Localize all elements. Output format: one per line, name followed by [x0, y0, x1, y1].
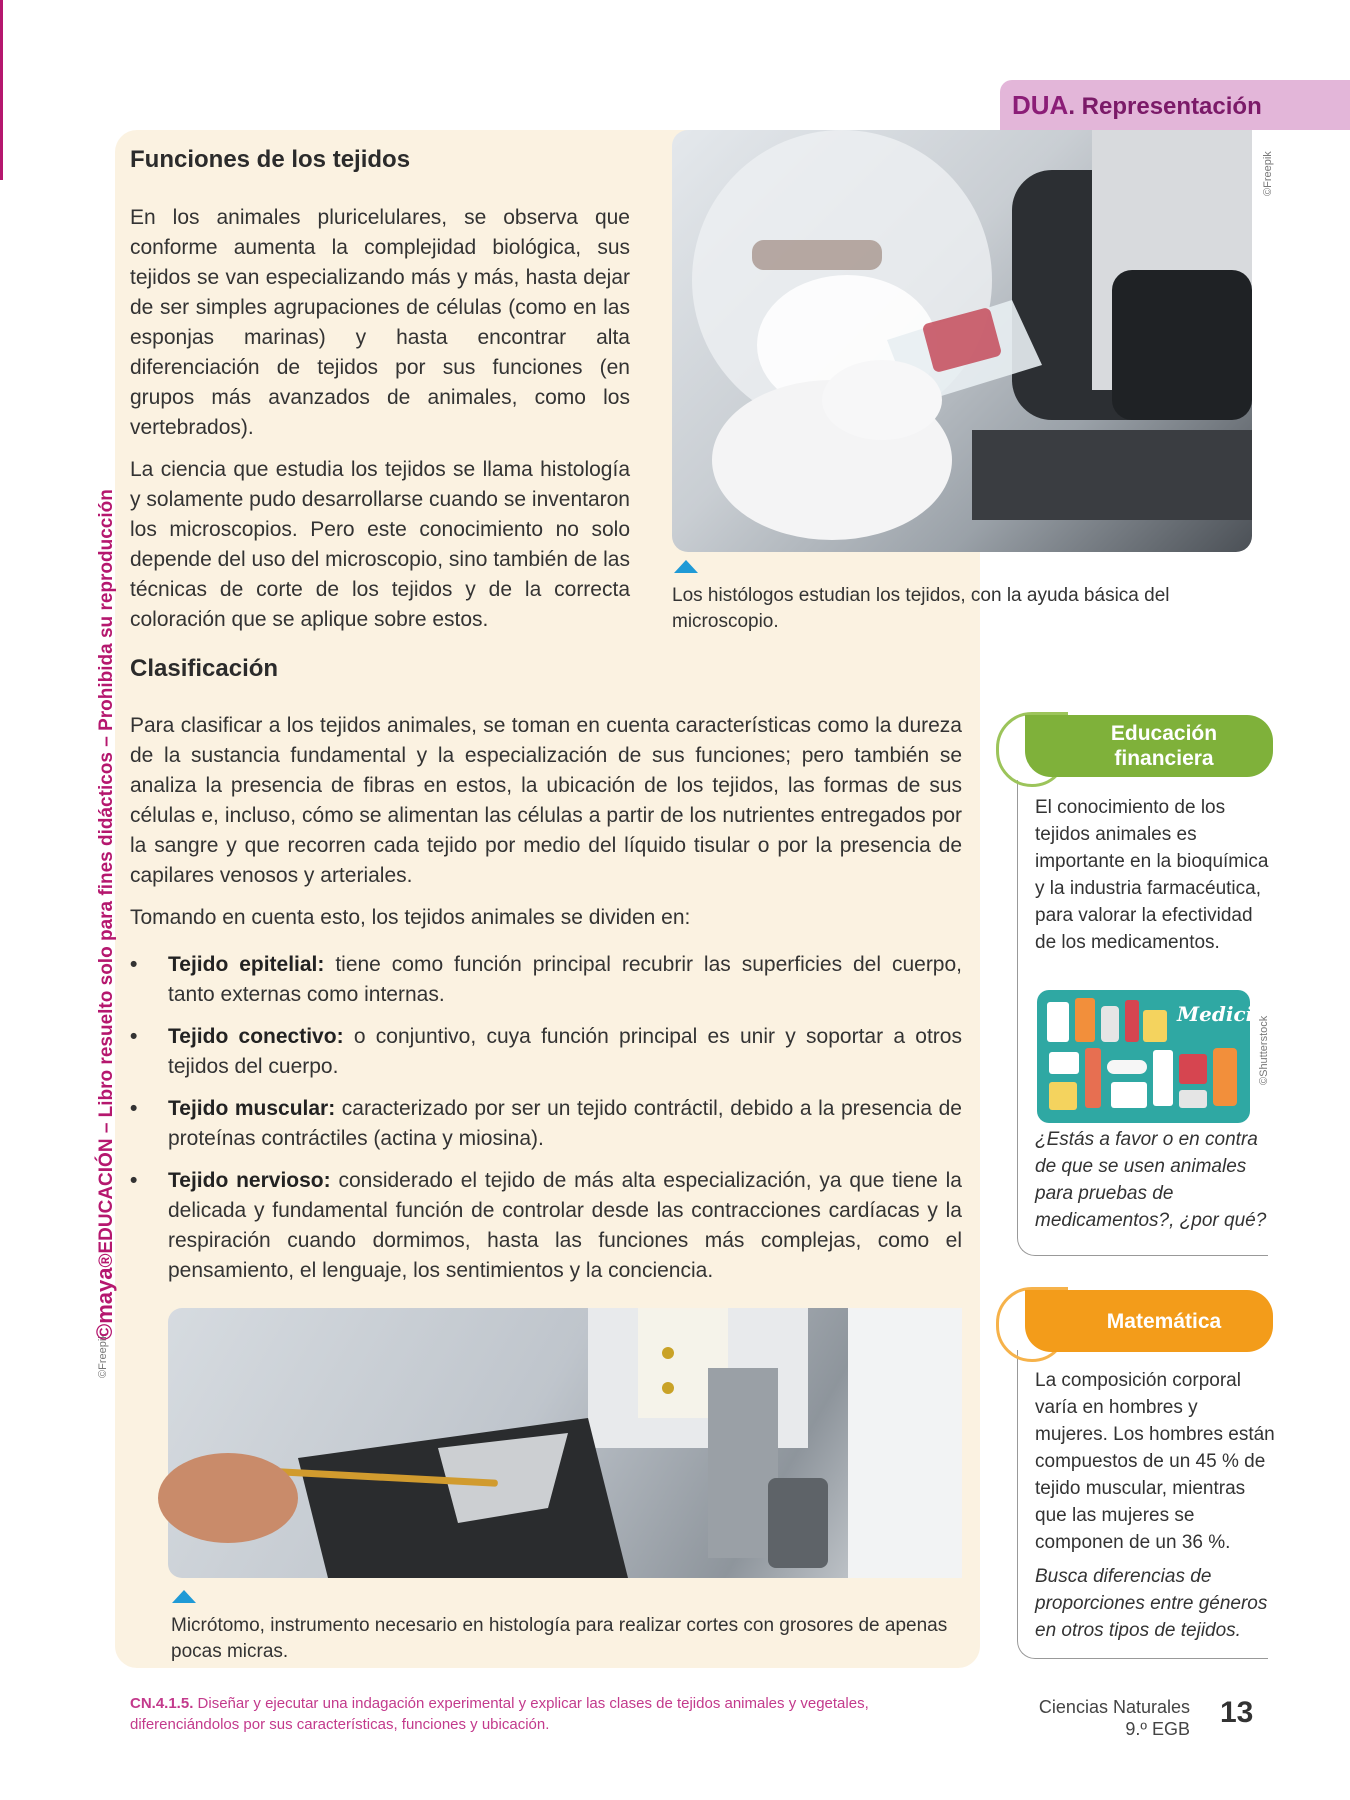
caption-marker-top [674, 560, 698, 573]
list-item [130, 1166, 962, 1286]
list-item-term: Tejido muscular: [168, 1097, 336, 1120]
tissue-types-list [130, 950, 962, 1298]
list-item-text: caracterizado por ser un tejido contráctil, debido a la presencia de proteínas contráctiles (actina y miosina). [168, 1097, 962, 1150]
list-item-term: Tejido conectivo: [168, 1025, 344, 1048]
list-item-term: Tejido epitelial: [168, 953, 325, 976]
finance-text: El conocimiento de los tejidos animales es importante en la bioquímica y la industria farmacéutica, para valorar la efectividad de los medicamentos. [1035, 797, 1269, 953]
dua-label [1012, 90, 1262, 121]
microtome-photo [168, 1308, 962, 1578]
bullet-dot: • [130, 1025, 138, 1048]
list-item-term: Tejido nervioso: [168, 1169, 331, 1192]
photo-bottom-credit: ©Freepik [97, 1333, 109, 1378]
finance-title-pill [1025, 715, 1273, 777]
bullet-dot: • [130, 1169, 138, 1192]
functions-paragraph-2: La ciencia que estudia los tejidos se llama histología y solamente pudo desarrollarse cuando se inventaron los microscopios. Pero este conocimiento no solo depende del uso del microscopio, sino también de las técnicas de corte de los tejidos y de la correcta coloración que se aplique sobre estos. [130, 458, 630, 631]
footer-subject: Ciencias Naturales [1038, 1697, 1190, 1717]
photo-top-credit: ©Freepik [1262, 151, 1274, 196]
math-title-pill [1025, 1290, 1273, 1352]
medicine-image-word: Medicine [1177, 1002, 1281, 1026]
microscope-photo [672, 130, 1252, 552]
copyright-text: ®EDUCACIÓN – Libro resuelto solo para fines didácticos – Prohibida su reproducción [96, 489, 117, 1268]
section-title-classification: Clasificación [130, 655, 279, 682]
list-item-text: o conjuntivo, cuya función principal es unir y soportar a otros tejidos del cuerpo. [168, 1025, 962, 1078]
bullet-dot: • [130, 953, 138, 976]
math-text: La composición corporal varía en hombres y mujeres. Los hombres están compuestos de un 45 % de tejido muscular, mientras que las mujeres se componen de un 36 %. [1035, 1370, 1275, 1553]
curriculum-code: CN.4.1.5. [130, 1695, 194, 1712]
list-item [130, 1094, 962, 1154]
left-accent-bar [0, 0, 3, 180]
section-title-functions: Funciones de los tejidos [130, 146, 411, 173]
classification-paragraph-1: Para clasificar a los tejidos animales, se toman en cuenta características como la dureza de la sustancia fundamental y la especialización de sus funciones; pero también se analiza la presencia de fibras en estos, la ubicación de los tejidos, las formas de sus células e, incluso, cómo se alimentan las células a partir de los nutrientes entregados por la sangre y que recorren cada tejido por medio del líquido tisular o por la presencia de capilares venosos y arteriales. [130, 714, 962, 887]
footer-subject-block [985, 1696, 1190, 1740]
microtome-illustration [168, 1308, 962, 1578]
finance-title: Educación financiera [1110, 722, 1218, 770]
list-item [130, 950, 962, 1010]
curriculum-footer [130, 1693, 960, 1735]
classification-paragraph-2: Tomando en cuenta esto, los tejidos animales se dividen en: [130, 906, 691, 929]
bullet-dot: • [130, 1097, 138, 1120]
photo-bottom-caption: Micrótomo, instrumento necesario en histología para realizar cortes con grosores de apenas pocas micras. [171, 1615, 948, 1662]
photo-top-caption: Los histólogos estudian los tejidos, con la ayuda básica del microscopio. [672, 585, 1170, 632]
finance-question: ¿Estás a favor o en contra de que se usen animales para pruebas de medicamentos?, ¿por qué? [1035, 1129, 1267, 1231]
dua-rest: . Representación [1068, 93, 1262, 120]
brand-logo: ©maya [92, 1267, 117, 1340]
caption-marker-bottom [172, 1590, 196, 1603]
math-title: Matemática [1106, 1309, 1222, 1333]
copyright-vertical-label [92, 489, 118, 1340]
curriculum-text: Diseñar y ejecutar una indagación experimental y explicar las clases de tejidos animales y vegetales, diferenciándolos por sus características, funciones y ubicación. [130, 1695, 869, 1733]
microscope-illustration [672, 130, 1252, 552]
list-item-text: tiene como función principal recubrir las superficies del cuerpo, tanto externas como internas. [168, 953, 963, 1006]
dua-bold: DUA [1012, 90, 1069, 120]
functions-paragraph-1: En los animales pluricelulares, se observa que conforme aumenta la complejidad biológica, sus tejidos se van especializando más y más, hasta dejar de ser simples agrupaciones de células (como en las esponjas marinas) y hasta encontrar alta diferenciación de tejidos por sus funciones (en grupos más avanzados de animales, como los vertebrados). [130, 206, 630, 439]
math-question: Busca diferencias de proporciones entre géneros en otros tipos de tejidos. [1035, 1566, 1268, 1641]
footer-grade: 9.º EGB [1125, 1719, 1190, 1739]
list-item [130, 1022, 962, 1082]
page-number: 13 [1220, 1696, 1254, 1729]
medicine-image-credit: ©Shutterstock [1258, 1015, 1270, 1085]
list-item-text: considerado el tejido de más alta especialización, ya que tiene la delicada y fundamental función de controlar desde las contracciones cardíacas y la respiración cuando dormimos, hasta las funciones más complejas, como el pensamiento, el lenguaje, los sentimientos y la conciencia. [168, 1169, 962, 1282]
